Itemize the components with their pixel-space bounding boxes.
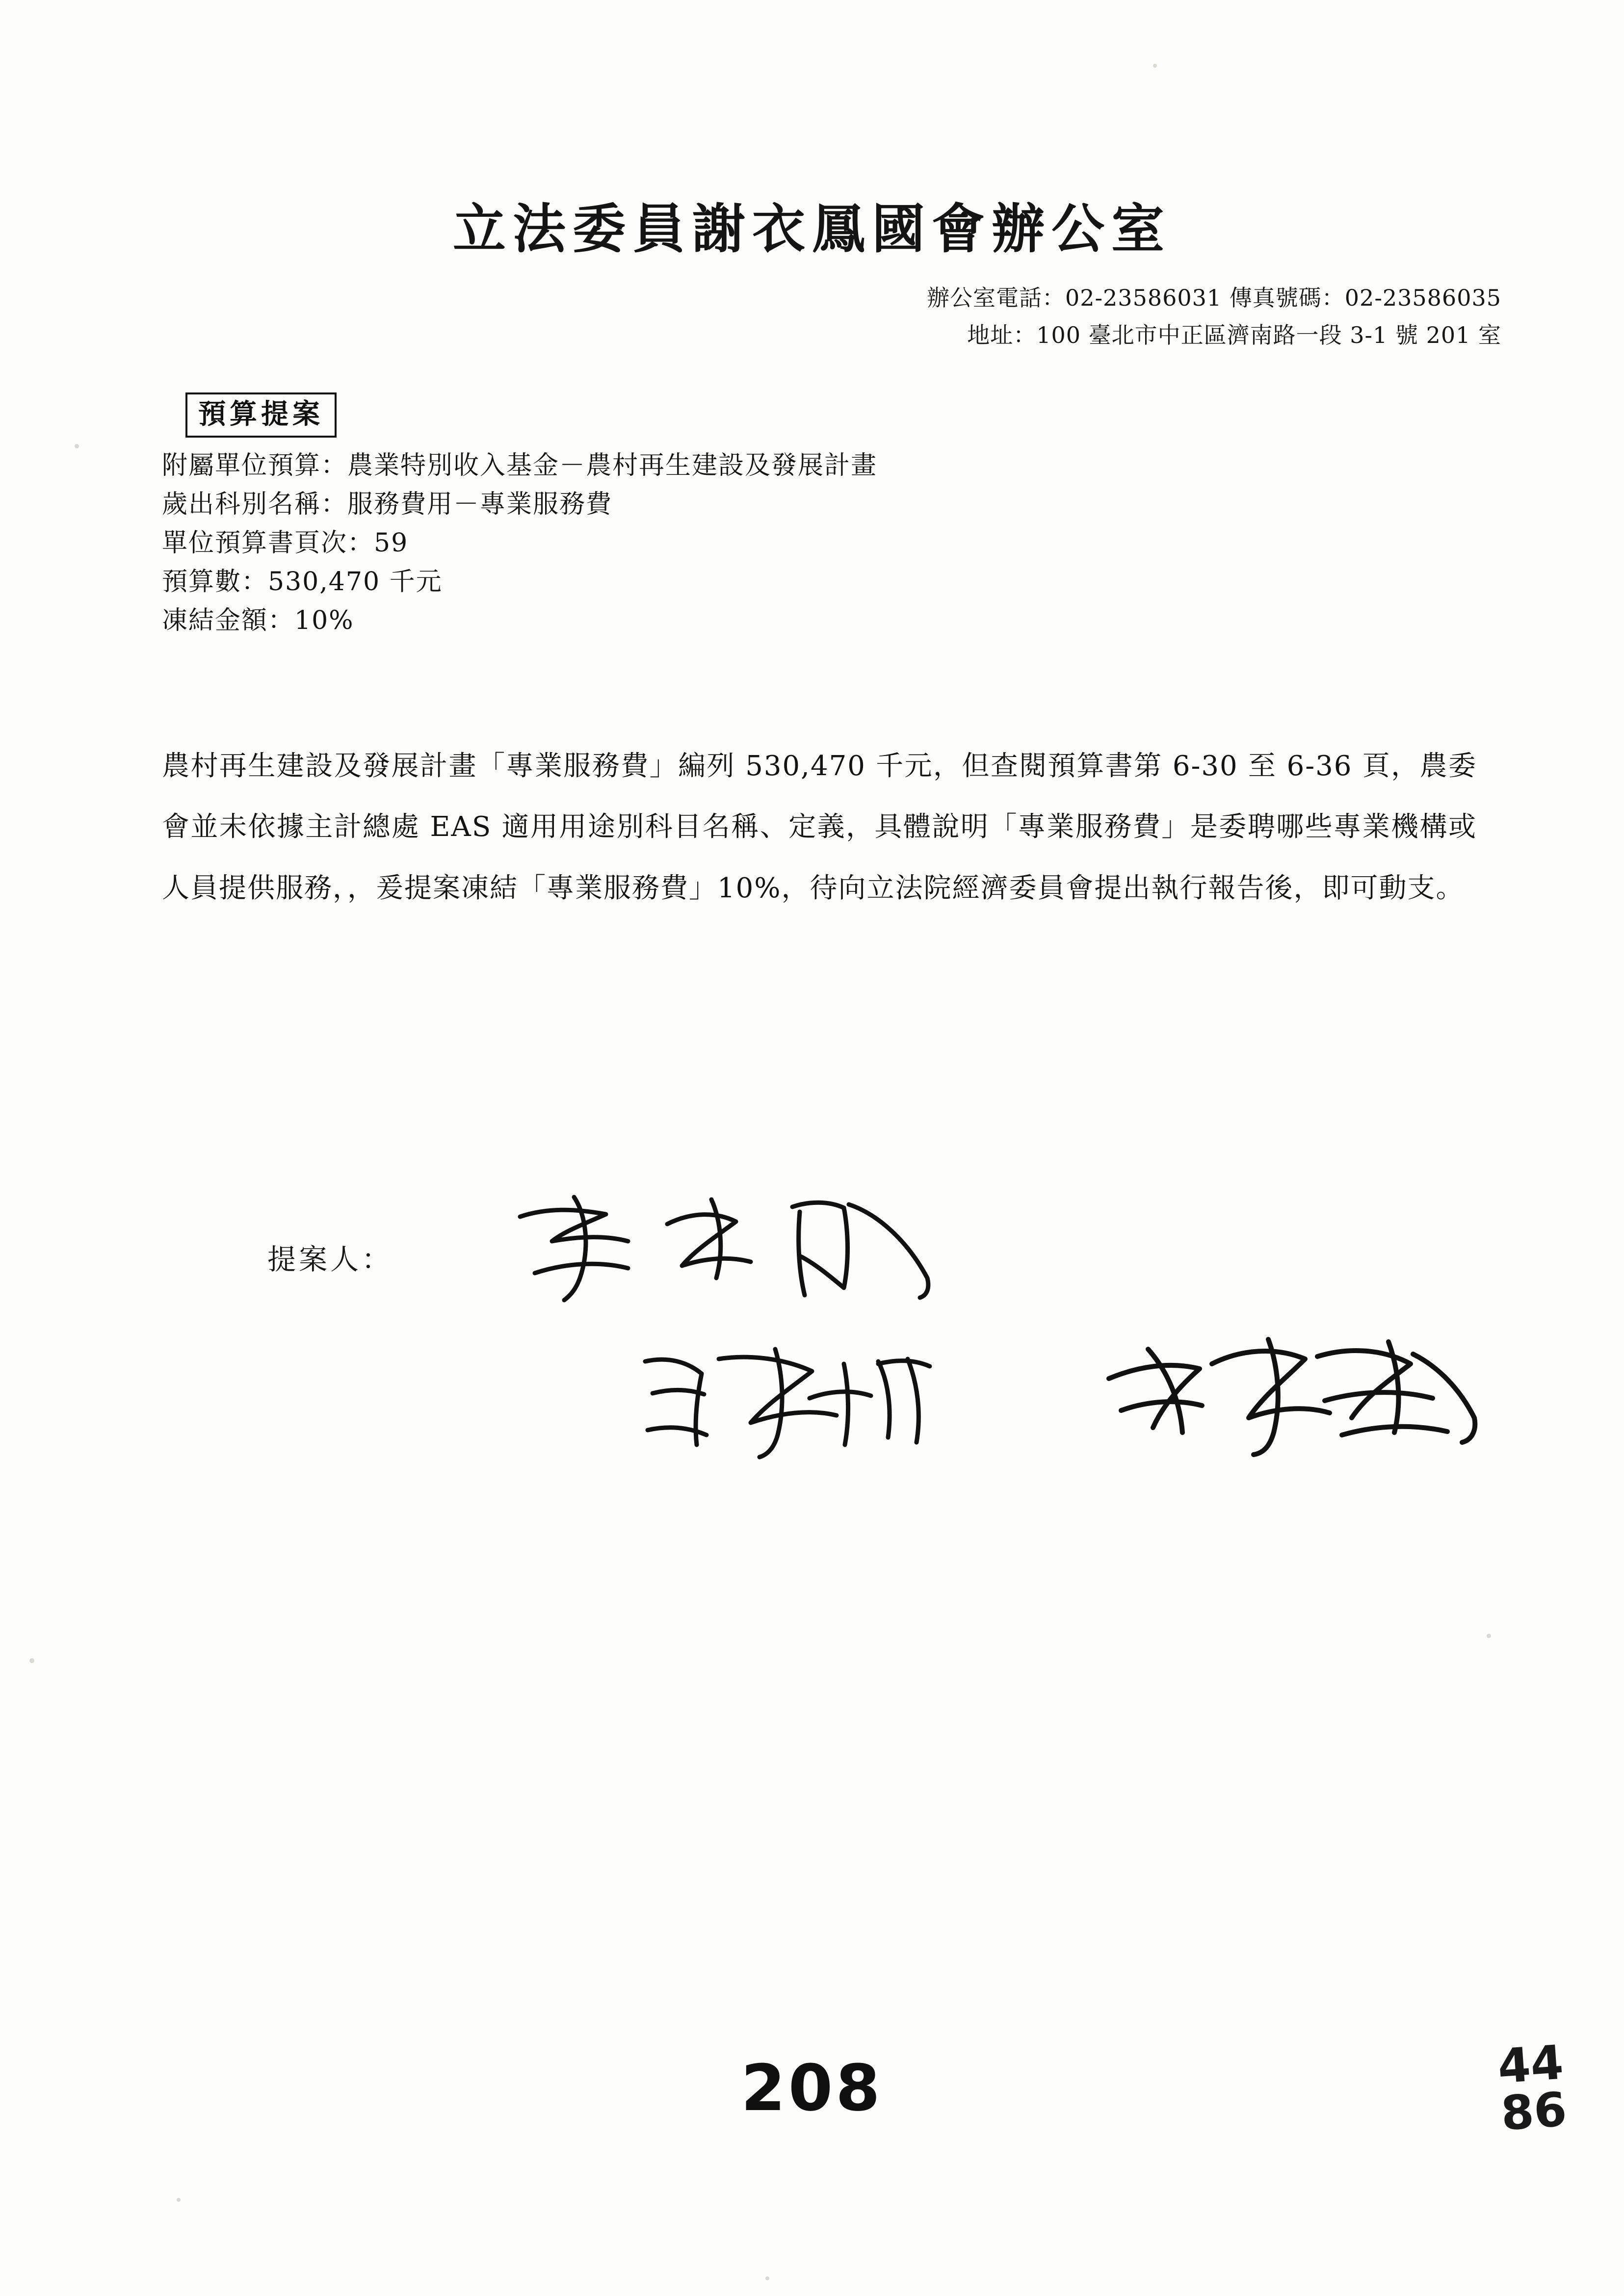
meta-item-account: 歲出科別名稱：服務費用－專業服務費	[162, 490, 613, 520]
signature-2	[633, 1334, 947, 1462]
signature-3	[1094, 1320, 1487, 1462]
corner-mark-top: 44	[1496, 2035, 1566, 2094]
page-number: 208	[741, 2051, 883, 2125]
page-title: 立法委員謝衣鳳國會辦公室	[452, 198, 1171, 260]
budget-meta-list	[162, 446, 877, 640]
corner-mark	[1496, 2035, 1569, 2141]
signature-1	[505, 1177, 947, 1315]
corner-mark-bottom: 86	[1499, 2082, 1569, 2141]
meta-item-page: 單位預算書頁次：59	[162, 528, 409, 558]
scan-speck	[765, 2276, 769, 2280]
meta-item-freeze: 凍結金額：10%	[162, 606, 354, 636]
office-phone-line: 辦公室電話：02-23586031 傳真號碼：02-23586035	[926, 285, 1501, 311]
scan-speck	[177, 2198, 181, 2202]
office-contact	[927, 280, 1501, 354]
scan-speck	[1153, 64, 1157, 68]
scan-speck	[1487, 1634, 1491, 1638]
meta-item-amount: 預算數：530,470 千元	[162, 567, 443, 597]
proposal-body: 農村再生建設及發展計畫「專業服務費」編列 530,470 千元，但查閱預算書第 6-30 至 6-36 頁，農委會並未依據主計總處 EAS 適用用途別科目名稱、定義，具體說明「專業服務費」是委聘哪些專業機構或人員提供服務，，爰提案凍結「專業服務費」10%，待向立法院經濟委員會提出執行報告後，即可動支。	[162, 750, 1477, 904]
status-badge: 預算提案	[185, 392, 337, 438]
proposer-label: 提案人：	[267, 1243, 393, 1276]
meta-item-fund: 附屬單位預算：農業特別收入基金－農村再生建設及發展計畫	[162, 451, 878, 480]
scan-speck	[75, 444, 79, 448]
scan-speck	[29, 1658, 34, 1663]
office-address-line: 地址：100 臺北市中正區濟南路一段 3-1 號 201 室	[967, 321, 1501, 348]
